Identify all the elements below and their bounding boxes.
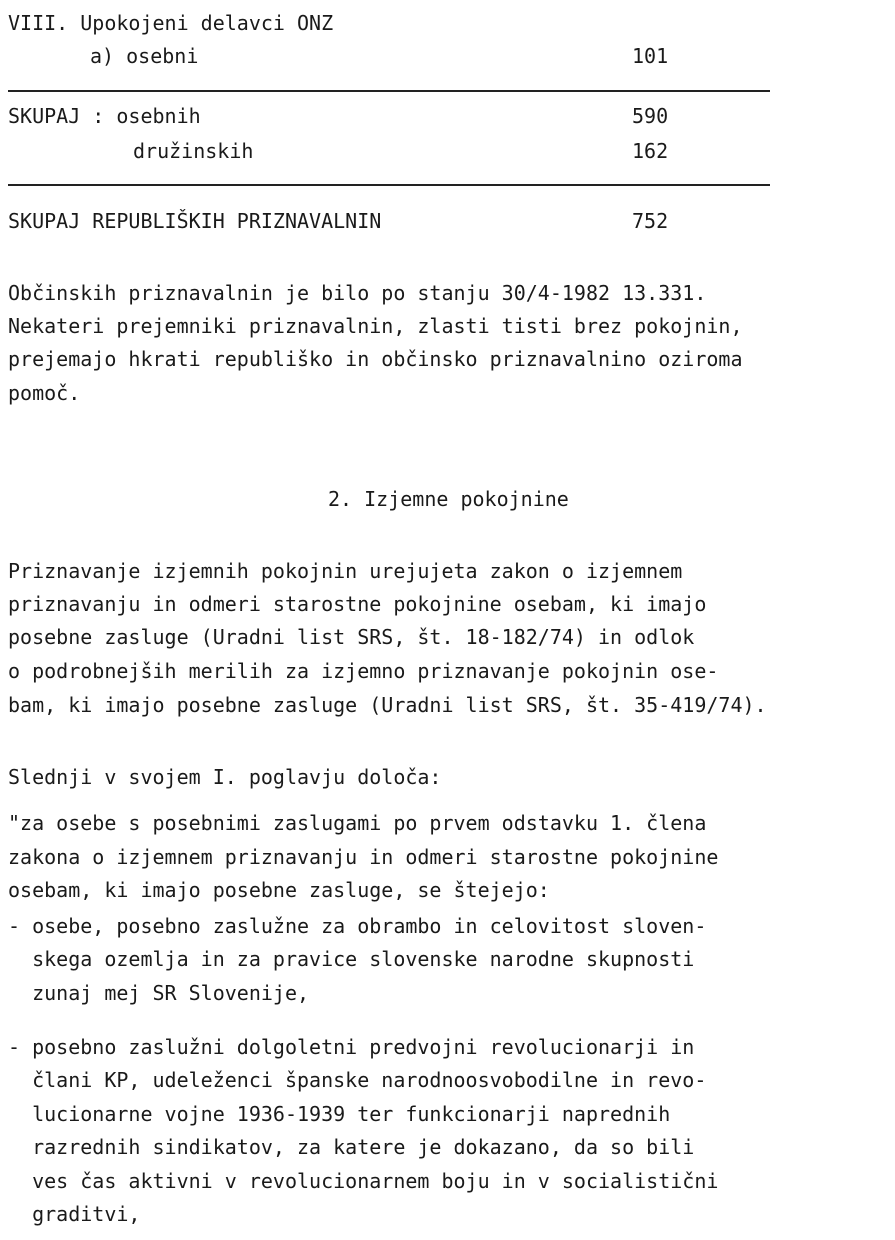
total-druzinskih-value: 162: [632, 139, 669, 163]
para3: Slednji v svojem I. poglavju določa:: [8, 765, 442, 789]
table-rule-2: [8, 184, 770, 186]
para2-line-4: o podrobnejših merilih za izjemno priznavanje pokojnin ose-: [8, 659, 719, 683]
grand-total-value: 752: [632, 209, 669, 233]
bullet2-line-6: graditvi,: [8, 1202, 141, 1226]
para1-line-3: prejemajo hkrati republiško in občinsko priznavalnino oziroma: [8, 347, 743, 371]
table-rule-1: [8, 90, 770, 92]
bullet1-line-1: - osebe, posebno zaslužne za obrambo in celovitost sloven-: [8, 914, 707, 938]
section-heading: 2. Izjemne pokojnine: [328, 487, 569, 511]
bullet1-line-2: skega ozemlja in za pravice slovenske narodne skupnosti: [8, 947, 695, 971]
para2-line-1: Priznavanje izjemnih pokojnin urejujeta zakon o izjemnem: [8, 559, 683, 583]
row-a-label: a) osebni: [90, 44, 199, 68]
bullet2-line-1: - posebno zaslužni dolgoletni predvojni revolucionarji in: [8, 1035, 695, 1059]
total-osebnih-label: SKUPAJ : osebnih: [8, 104, 201, 128]
section-viii-label: VIII. Upokojeni delavci ONZ: [8, 11, 334, 35]
quote-line-1: "za osebe s posebnimi zaslugami po prvem odstavku 1. člena: [8, 811, 707, 835]
bullet2-line-2: člani KP, udeleženci španske narodnoosvobodilne in revo-: [8, 1068, 707, 1092]
para1-line-2: Nekateri prejemniki priznavalnin, zlasti tisti brez pokojnin,: [8, 314, 743, 338]
quote-line-3: osebam, ki imajo posebne zasluge, se štejejo:: [8, 878, 550, 902]
total-druzinskih-label: družinskih: [133, 139, 254, 163]
bullet2-line-5: ves čas aktivni v revolucionarnem boju in v socialistični: [8, 1169, 719, 1193]
para2-line-2: priznavanju in odmeri starostne pokojnine osebam, ki imajo: [8, 592, 707, 616]
para1-line-4: pomoč.: [8, 381, 81, 405]
grand-total-label: SKUPAJ REPUBLIŠKIH PRIZNAVALNIN: [8, 209, 382, 233]
bullet2-line-3: lucionarne vojne 1936-1939 ter funkcionarji naprednih: [8, 1102, 671, 1126]
row-a-value: 101: [632, 44, 669, 68]
bullet2-line-4: razrednih sindikatov, za katere je dokazano, da so bili: [8, 1135, 695, 1159]
total-osebnih-value: 590: [632, 104, 669, 128]
para2-line-5: bam, ki imajo posebne zasluge (Uradni list SRS, št. 35-419/74).: [8, 693, 767, 717]
para2-line-3: posebne zasluge (Uradni list SRS, št. 18-182/74) in odlok: [8, 625, 695, 649]
quote-line-2: zakona o izjemnem priznavanju in odmeri starostne pokojnine: [8, 845, 719, 869]
para1-line-1: Občinskih priznavalnin je bilo po stanju 30/4-1982 13.331.: [8, 281, 707, 305]
bullet1-line-3: zunaj mej SR Slovenije,: [8, 981, 310, 1005]
